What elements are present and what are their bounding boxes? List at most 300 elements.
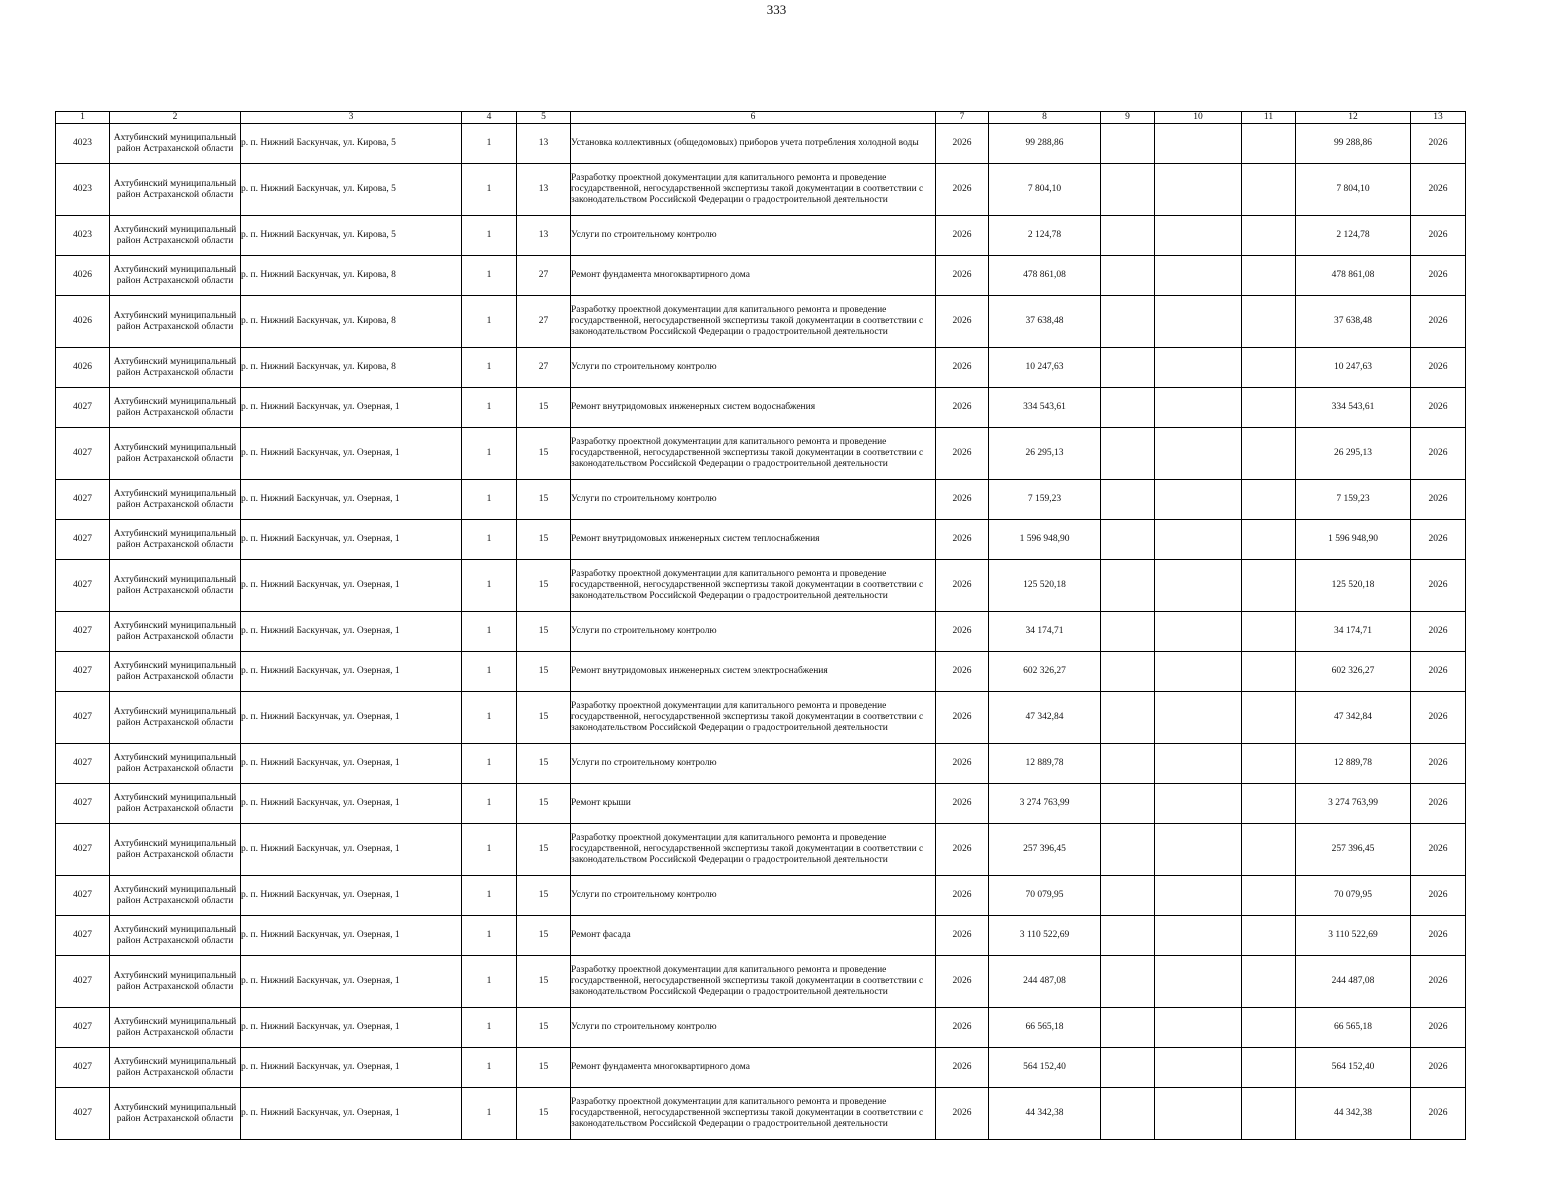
column-11-cell — [1242, 296, 1296, 348]
column-9-cell — [1101, 692, 1155, 744]
work-description-cell: Разработку проектной документации для капитального ремонта и проведение государственной, негосударственной экспертизы такой документации в соответствии с законодательством Российской Федерации о градостроительной деятельности — [571, 824, 936, 876]
amount-cell: 7 159,23 — [989, 480, 1101, 520]
column-header: 3 — [241, 112, 462, 124]
object-id-cell: 4027 — [56, 1008, 110, 1048]
table-row — [56, 824, 1466, 876]
end-year-cell: 2026 — [1411, 612, 1466, 652]
object-id-cell: 4027 — [56, 876, 110, 916]
address-cell: р. п. Нижний Баскунчак, ул. Озерная, 1 — [241, 520, 462, 560]
address-cell: р. п. Нижний Баскунчак, ул. Озерная, 1 — [241, 744, 462, 784]
column-9-cell — [1101, 256, 1155, 296]
work-description-cell: Ремонт крыши — [571, 784, 936, 824]
object-id-cell: 4027 — [56, 612, 110, 652]
column-11-cell — [1242, 784, 1296, 824]
work-description-cell: Ремонт внутридомовых инженерных систем электроснабжения — [571, 652, 936, 692]
region-cell: Ахтубинский муниципальный район Астраханской области — [110, 916, 241, 956]
total-cell: 37 638,48 — [1296, 296, 1411, 348]
table-row — [56, 296, 1466, 348]
table-row — [56, 560, 1466, 612]
column-10-cell — [1155, 916, 1242, 956]
column-5-cell: 15 — [517, 560, 571, 612]
column-9-cell — [1101, 480, 1155, 520]
total-cell: 12 889,78 — [1296, 744, 1411, 784]
address-cell: р. п. Нижний Баскунчак, ул. Кирова, 8 — [241, 256, 462, 296]
column-11-cell — [1242, 876, 1296, 916]
column-5-cell: 15 — [517, 916, 571, 956]
address-cell: р. п. Нижний Баскунчак, ул. Озерная, 1 — [241, 480, 462, 520]
total-cell: 10 247,63 — [1296, 348, 1411, 388]
region-cell: Ахтубинский муниципальный район Астраханской области — [110, 480, 241, 520]
column-4-cell: 1 — [462, 520, 517, 560]
column-10-cell — [1155, 480, 1242, 520]
object-id-cell: 4023 — [56, 124, 110, 164]
region-cell: Ахтубинский муниципальный район Астраханской области — [110, 612, 241, 652]
column-5-cell: 15 — [517, 956, 571, 1008]
address-cell: р. п. Нижний Баскунчак, ул. Озерная, 1 — [241, 388, 462, 428]
address-cell: р. п. Нижний Баскунчак, ул. Кирова, 8 — [241, 348, 462, 388]
column-11-cell — [1242, 612, 1296, 652]
amount-cell: 244 487,08 — [989, 956, 1101, 1008]
column-5-cell: 15 — [517, 480, 571, 520]
column-4-cell: 1 — [462, 744, 517, 784]
end-year-cell: 2026 — [1411, 560, 1466, 612]
amount-cell: 47 342,84 — [989, 692, 1101, 744]
object-id-cell: 4027 — [56, 652, 110, 692]
year-cell: 2026 — [936, 744, 989, 784]
object-id-cell: 4023 — [56, 216, 110, 256]
column-4-cell: 1 — [462, 216, 517, 256]
column-9-cell — [1101, 824, 1155, 876]
total-cell: 244 487,08 — [1296, 956, 1411, 1008]
column-header: 12 — [1296, 112, 1411, 124]
region-cell: Ахтубинский муниципальный район Астраханской области — [110, 692, 241, 744]
work-description-cell: Разработку проектной документации для капитального ремонта и проведение государственной, негосударственной экспертизы такой документации в соответствии с законодательством Российской Федерации о градостроительной деятельности — [571, 296, 936, 348]
column-4-cell: 1 — [462, 956, 517, 1008]
year-cell: 2026 — [936, 348, 989, 388]
column-5-cell: 15 — [517, 784, 571, 824]
table-row — [56, 784, 1466, 824]
region-cell: Ахтубинский муниципальный район Астраханской области — [110, 296, 241, 348]
end-year-cell: 2026 — [1411, 1048, 1466, 1088]
address-cell: р. п. Нижний Баскунчак, ул. Озерная, 1 — [241, 784, 462, 824]
object-id-cell: 4027 — [56, 520, 110, 560]
address-cell: р. п. Нижний Баскунчак, ул. Озерная, 1 — [241, 428, 462, 480]
region-cell: Ахтубинский муниципальный район Астраханской области — [110, 824, 241, 876]
amount-cell: 70 079,95 — [989, 876, 1101, 916]
total-cell: 44 342,38 — [1296, 1088, 1411, 1140]
total-cell: 7 804,10 — [1296, 164, 1411, 216]
object-id-cell: 4027 — [56, 916, 110, 956]
work-description-cell: Ремонт внутридомовых инженерных систем теплоснабжения — [571, 520, 936, 560]
column-5-cell: 13 — [517, 164, 571, 216]
column-header: 13 — [1411, 112, 1466, 124]
column-11-cell — [1242, 1088, 1296, 1140]
amount-cell: 478 861,08 — [989, 256, 1101, 296]
column-4-cell: 1 — [462, 256, 517, 296]
amount-cell: 34 174,71 — [989, 612, 1101, 652]
table-row — [56, 428, 1466, 480]
address-cell: р. п. Нижний Баскунчак, ул. Озерная, 1 — [241, 876, 462, 916]
end-year-cell: 2026 — [1411, 1008, 1466, 1048]
region-cell: Ахтубинский муниципальный район Астраханской области — [110, 216, 241, 256]
column-10-cell — [1155, 612, 1242, 652]
column-9-cell — [1101, 652, 1155, 692]
column-header: 1 — [56, 112, 110, 124]
end-year-cell: 2026 — [1411, 388, 1466, 428]
column-9-cell — [1101, 1008, 1155, 1048]
column-10-cell — [1155, 744, 1242, 784]
amount-cell: 3 274 763,99 — [989, 784, 1101, 824]
table-row — [56, 876, 1466, 916]
column-header: 8 — [989, 112, 1101, 124]
table-row — [56, 164, 1466, 216]
end-year-cell: 2026 — [1411, 956, 1466, 1008]
table-row — [56, 256, 1466, 296]
column-9-cell — [1101, 1088, 1155, 1140]
column-9-cell — [1101, 784, 1155, 824]
year-cell: 2026 — [936, 956, 989, 1008]
region-cell: Ахтубинский муниципальный район Астраханской области — [110, 388, 241, 428]
column-10-cell — [1155, 824, 1242, 876]
amount-cell: 26 295,13 — [989, 428, 1101, 480]
column-5-cell: 15 — [517, 744, 571, 784]
end-year-cell: 2026 — [1411, 784, 1466, 824]
amount-cell: 125 520,18 — [989, 560, 1101, 612]
work-description-cell: Разработку проектной документации для капитального ремонта и проведение государственной, негосударственной экспертизы такой документации в соответствии с законодательством Российской Федерации о градостроительной деятельности — [571, 560, 936, 612]
column-11-cell — [1242, 652, 1296, 692]
column-11-cell — [1242, 744, 1296, 784]
column-4-cell: 1 — [462, 876, 517, 916]
column-9-cell — [1101, 744, 1155, 784]
column-11-cell — [1242, 388, 1296, 428]
column-5-cell: 15 — [517, 612, 571, 652]
capital-repair-table — [55, 111, 1466, 1140]
column-10-cell — [1155, 652, 1242, 692]
region-cell: Ахтубинский муниципальный район Астраханской области — [110, 652, 241, 692]
year-cell: 2026 — [936, 256, 989, 296]
column-10-cell — [1155, 388, 1242, 428]
table-row — [56, 124, 1466, 164]
column-9-cell — [1101, 164, 1155, 216]
column-9-cell — [1101, 348, 1155, 388]
page-number: 333 — [766, 2, 787, 17]
column-5-cell: 13 — [517, 124, 571, 164]
address-cell: р. п. Нижний Баскунчак, ул. Кирова, 8 — [241, 296, 462, 348]
region-cell: Ахтубинский муниципальный район Астраханской области — [110, 256, 241, 296]
work-description-cell: Ремонт фундамента многоквартирного дома — [571, 256, 936, 296]
column-11-cell — [1242, 124, 1296, 164]
year-cell: 2026 — [936, 652, 989, 692]
region-cell: Ахтубинский муниципальный район Астраханской области — [110, 348, 241, 388]
column-9-cell — [1101, 916, 1155, 956]
column-4-cell: 1 — [462, 296, 517, 348]
year-cell: 2026 — [936, 216, 989, 256]
work-description-cell: Разработку проектной документации для капитального ремонта и проведение государственной, негосударственной экспертизы такой документации в соответствии с законодательством Российской Федерации о градостроительной деятельности — [571, 164, 936, 216]
year-cell: 2026 — [936, 428, 989, 480]
column-5-cell: 27 — [517, 296, 571, 348]
object-id-cell: 4027 — [56, 784, 110, 824]
address-cell: р. п. Нижний Баскунчак, ул. Озерная, 1 — [241, 916, 462, 956]
column-10-cell — [1155, 692, 1242, 744]
end-year-cell: 2026 — [1411, 124, 1466, 164]
column-4-cell: 1 — [462, 916, 517, 956]
region-cell: Ахтубинский муниципальный район Астраханской области — [110, 876, 241, 916]
object-id-cell: 4026 — [56, 256, 110, 296]
amount-cell: 7 804,10 — [989, 164, 1101, 216]
work-description-cell: Услуги по строительному контролю — [571, 876, 936, 916]
total-cell: 478 861,08 — [1296, 256, 1411, 296]
column-11-cell — [1242, 520, 1296, 560]
address-cell: р. п. Нижний Баскунчак, ул. Озерная, 1 — [241, 652, 462, 692]
amount-cell: 37 638,48 — [989, 296, 1101, 348]
work-description-cell: Разработку проектной документации для капитального ремонта и проведение государственной, негосударственной экспертизы такой документации в соответствии с законодательством Российской Федерации о градостроительной деятельности — [571, 692, 936, 744]
amount-cell: 3 110 522,69 — [989, 916, 1101, 956]
year-cell: 2026 — [936, 784, 989, 824]
column-5-cell: 15 — [517, 692, 571, 744]
total-cell: 334 543,61 — [1296, 388, 1411, 428]
column-header: 5 — [517, 112, 571, 124]
column-5-cell: 15 — [517, 1088, 571, 1140]
total-cell: 1 596 948,90 — [1296, 520, 1411, 560]
end-year-cell: 2026 — [1411, 164, 1466, 216]
column-11-cell — [1242, 560, 1296, 612]
column-9-cell — [1101, 612, 1155, 652]
column-5-cell: 15 — [517, 876, 571, 916]
column-11-cell — [1242, 824, 1296, 876]
object-id-cell: 4027 — [56, 388, 110, 428]
table-row — [56, 388, 1466, 428]
address-cell: р. п. Нижний Баскунчак, ул. Кирова, 5 — [241, 164, 462, 216]
object-id-cell: 4026 — [56, 348, 110, 388]
column-11-cell — [1242, 916, 1296, 956]
year-cell: 2026 — [936, 1008, 989, 1048]
column-4-cell: 1 — [462, 164, 517, 216]
year-cell: 2026 — [936, 124, 989, 164]
amount-cell: 257 396,45 — [989, 824, 1101, 876]
column-11-cell — [1242, 1048, 1296, 1088]
amount-cell: 1 596 948,90 — [989, 520, 1101, 560]
region-cell: Ахтубинский муниципальный район Астраханской области — [110, 124, 241, 164]
end-year-cell: 2026 — [1411, 348, 1466, 388]
column-10-cell — [1155, 216, 1242, 256]
work-description-cell: Услуги по строительному контролю — [571, 1008, 936, 1048]
column-5-cell: 15 — [517, 652, 571, 692]
column-10-cell — [1155, 1048, 1242, 1088]
total-cell: 125 520,18 — [1296, 560, 1411, 612]
column-header: 11 — [1242, 112, 1296, 124]
amount-cell: 66 565,18 — [989, 1008, 1101, 1048]
work-description-cell: Разработку проектной документации для капитального ремонта и проведение государственной, негосударственной экспертизы такой документации в соответствии с законодательством Российской Федерации о градостроительной деятельности — [571, 956, 936, 1008]
region-cell: Ахтубинский муниципальный район Астраханской области — [110, 1088, 241, 1140]
total-cell: 66 565,18 — [1296, 1008, 1411, 1048]
column-10-cell — [1155, 784, 1242, 824]
column-9-cell — [1101, 296, 1155, 348]
end-year-cell: 2026 — [1411, 744, 1466, 784]
column-10-cell — [1155, 348, 1242, 388]
table-row — [56, 348, 1466, 388]
column-10-cell — [1155, 1008, 1242, 1048]
column-10-cell — [1155, 876, 1242, 916]
table-row — [56, 916, 1466, 956]
total-cell: 7 159,23 — [1296, 480, 1411, 520]
year-cell: 2026 — [936, 520, 989, 560]
address-cell: р. п. Нижний Баскунчак, ул. Озерная, 1 — [241, 956, 462, 1008]
column-9-cell — [1101, 520, 1155, 560]
year-cell: 2026 — [936, 560, 989, 612]
column-4-cell: 1 — [462, 1048, 517, 1088]
end-year-cell: 2026 — [1411, 1088, 1466, 1140]
column-header: 2 — [110, 112, 241, 124]
work-description-cell: Разработку проектной документации для капитального ремонта и проведение государственной, негосударственной экспертизы такой документации в соответствии с законодательством Российской Федерации о градостроительной деятельности — [571, 1088, 936, 1140]
year-cell: 2026 — [936, 1088, 989, 1140]
column-4-cell: 1 — [462, 560, 517, 612]
column-4-cell: 1 — [462, 124, 517, 164]
address-cell: р. п. Нижний Баскунчак, ул. Озерная, 1 — [241, 692, 462, 744]
column-4-cell: 1 — [462, 348, 517, 388]
object-id-cell: 4027 — [56, 1088, 110, 1140]
column-4-cell: 1 — [462, 784, 517, 824]
work-description-cell: Ремонт внутридомовых инженерных систем водоснабжения — [571, 388, 936, 428]
table-row — [56, 612, 1466, 652]
column-9-cell — [1101, 388, 1155, 428]
column-10-cell — [1155, 124, 1242, 164]
amount-cell: 44 342,38 — [989, 1088, 1101, 1140]
column-11-cell — [1242, 1008, 1296, 1048]
amount-cell: 564 152,40 — [989, 1048, 1101, 1088]
region-cell: Ахтубинский муниципальный район Астраханской области — [110, 956, 241, 1008]
end-year-cell: 2026 — [1411, 652, 1466, 692]
table-body — [56, 124, 1466, 1140]
work-description-cell: Ремонт фундамента многоквартирного дома — [571, 1048, 936, 1088]
work-description-cell: Ремонт фасада — [571, 916, 936, 956]
object-id-cell: 4027 — [56, 480, 110, 520]
object-id-cell: 4027 — [56, 956, 110, 1008]
column-4-cell: 1 — [462, 612, 517, 652]
end-year-cell: 2026 — [1411, 876, 1466, 916]
column-5-cell: 15 — [517, 388, 571, 428]
object-id-cell: 4027 — [56, 744, 110, 784]
work-description-cell: Установка коллективных (общедомовых) приборов учета потребления холодной воды — [571, 124, 936, 164]
table-row — [56, 216, 1466, 256]
column-9-cell — [1101, 956, 1155, 1008]
total-cell: 3 274 763,99 — [1296, 784, 1411, 824]
column-11-cell — [1242, 216, 1296, 256]
column-10-cell — [1155, 428, 1242, 480]
column-5-cell: 15 — [517, 824, 571, 876]
column-9-cell — [1101, 560, 1155, 612]
amount-cell: 334 543,61 — [989, 388, 1101, 428]
address-cell: р. п. Нижний Баскунчак, ул. Озерная, 1 — [241, 1048, 462, 1088]
amount-cell: 99 288,86 — [989, 124, 1101, 164]
end-year-cell: 2026 — [1411, 824, 1466, 876]
address-cell: р. п. Нижний Баскунчак, ул. Озерная, 1 — [241, 1088, 462, 1140]
table-row — [56, 520, 1466, 560]
column-10-cell — [1155, 520, 1242, 560]
column-10-cell — [1155, 296, 1242, 348]
region-cell: Ахтубинский муниципальный район Астраханской области — [110, 1048, 241, 1088]
column-4-cell: 1 — [462, 428, 517, 480]
work-description-cell: Услуги по строительному контролю — [571, 744, 936, 784]
total-cell: 99 288,86 — [1296, 124, 1411, 164]
column-5-cell: 27 — [517, 256, 571, 296]
total-cell: 47 342,84 — [1296, 692, 1411, 744]
column-11-cell — [1242, 164, 1296, 216]
total-cell: 70 079,95 — [1296, 876, 1411, 916]
address-cell: р. п. Нижний Баскунчак, ул. Озерная, 1 — [241, 824, 462, 876]
year-cell: 2026 — [936, 824, 989, 876]
column-10-cell — [1155, 956, 1242, 1008]
region-cell: Ахтубинский муниципальный район Астраханской области — [110, 520, 241, 560]
object-id-cell: 4027 — [56, 560, 110, 612]
table-row — [56, 652, 1466, 692]
column-5-cell: 27 — [517, 348, 571, 388]
end-year-cell: 2026 — [1411, 480, 1466, 520]
column-9-cell — [1101, 1048, 1155, 1088]
object-id-cell: 4027 — [56, 692, 110, 744]
object-id-cell: 4027 — [56, 1048, 110, 1088]
column-4-cell: 1 — [462, 824, 517, 876]
total-cell: 26 295,13 — [1296, 428, 1411, 480]
table-row — [56, 956, 1466, 1008]
end-year-cell: 2026 — [1411, 256, 1466, 296]
column-11-cell — [1242, 956, 1296, 1008]
column-11-cell — [1242, 348, 1296, 388]
region-cell: Ахтубинский муниципальный район Астраханской области — [110, 164, 241, 216]
column-9-cell — [1101, 124, 1155, 164]
address-cell: р. п. Нижний Баскунчак, ул. Озерная, 1 — [241, 1008, 462, 1048]
total-cell: 564 152,40 — [1296, 1048, 1411, 1088]
column-9-cell — [1101, 876, 1155, 916]
column-4-cell: 1 — [462, 652, 517, 692]
work-description-cell: Услуги по строительному контролю — [571, 216, 936, 256]
column-9-cell — [1101, 216, 1155, 256]
year-cell: 2026 — [936, 612, 989, 652]
end-year-cell: 2026 — [1411, 692, 1466, 744]
object-id-cell: 4023 — [56, 164, 110, 216]
object-id-cell: 4027 — [56, 824, 110, 876]
object-id-cell: 4027 — [56, 428, 110, 480]
column-10-cell — [1155, 560, 1242, 612]
total-cell: 34 174,71 — [1296, 612, 1411, 652]
total-cell: 2 124,78 — [1296, 216, 1411, 256]
column-9-cell — [1101, 428, 1155, 480]
region-cell: Ахтубинский муниципальный район Астраханской области — [110, 744, 241, 784]
year-cell: 2026 — [936, 1048, 989, 1088]
column-header: 9 — [1101, 112, 1155, 124]
column-10-cell — [1155, 256, 1242, 296]
column-11-cell — [1242, 480, 1296, 520]
column-header: 10 — [1155, 112, 1242, 124]
column-header: 6 — [571, 112, 936, 124]
column-header: 7 — [936, 112, 989, 124]
table-row — [56, 1088, 1466, 1140]
column-5-cell: 15 — [517, 428, 571, 480]
amount-cell: 602 326,27 — [989, 652, 1101, 692]
table-row — [56, 480, 1466, 520]
region-cell: Ахтубинский муниципальный район Астраханской области — [110, 784, 241, 824]
column-5-cell: 15 — [517, 1008, 571, 1048]
year-cell: 2026 — [936, 876, 989, 916]
end-year-cell: 2026 — [1411, 520, 1466, 560]
object-id-cell: 4026 — [56, 296, 110, 348]
total-cell: 257 396,45 — [1296, 824, 1411, 876]
year-cell: 2026 — [936, 480, 989, 520]
table-row — [56, 1048, 1466, 1088]
column-header: 4 — [462, 112, 517, 124]
amount-cell: 10 247,63 — [989, 348, 1101, 388]
amount-cell: 12 889,78 — [989, 744, 1101, 784]
address-cell: р. п. Нижний Баскунчак, ул. Озерная, 1 — [241, 560, 462, 612]
